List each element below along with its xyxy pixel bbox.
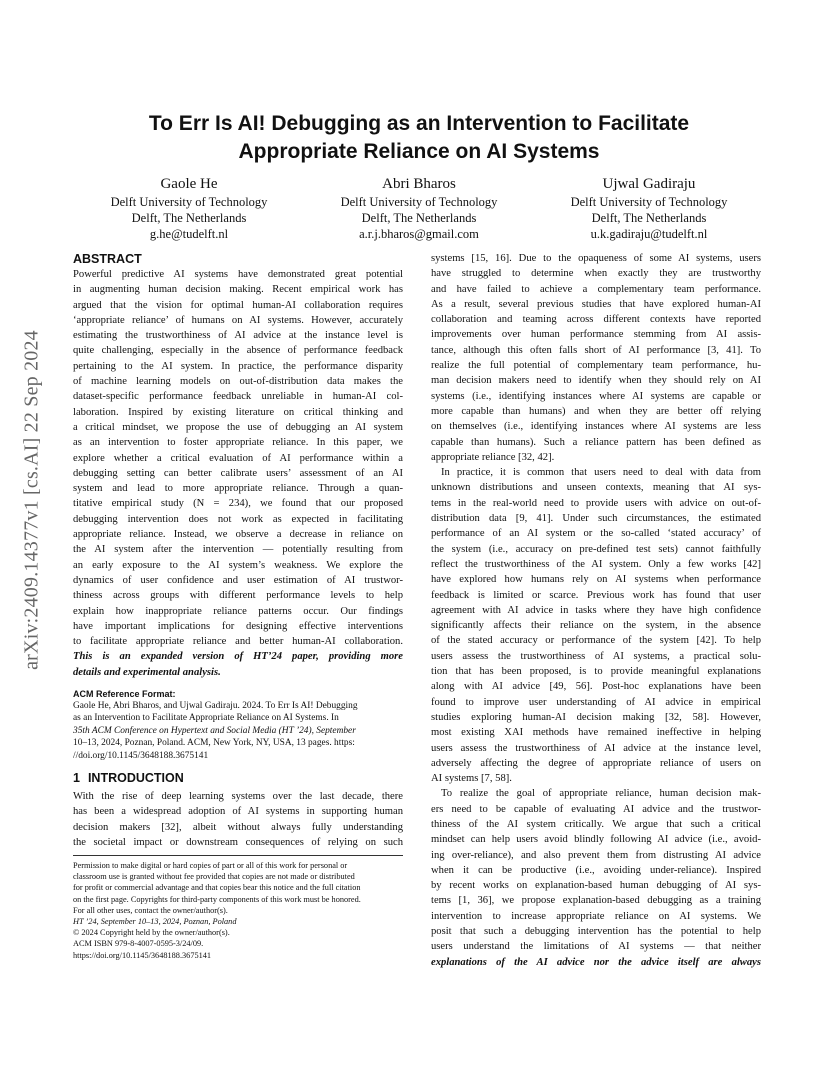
body-line: significantly affects their reliance on the system, in the absence xyxy=(431,620,761,632)
abstract-line: of machine learning models on out-of-distribution data makes the xyxy=(73,376,403,388)
body-line: To realize the goal of appropriate reliance, human decision mak- xyxy=(441,788,761,800)
abstract-line: explain how inappropriate reliance patterns occur. Our findings xyxy=(73,605,403,617)
body-line: along with AI advice [49, 56]. Post-hoc explanations have been xyxy=(431,681,761,693)
body-line: and have failed to achieve a complementary team performance. xyxy=(431,283,761,295)
paper-title xyxy=(74,110,764,166)
author-location: Delft, The Netherlands xyxy=(361,211,477,225)
footnote-line: For all other uses, contact the owner/author(s). xyxy=(73,905,228,915)
abstract-note-line: This is an expanded version of HT’24 paper, providing more xyxy=(73,651,403,663)
author-email: g.he@tudelft.nl xyxy=(149,227,229,241)
body-line: mindset can help users avoid blindly following AI advice (i.e., avoid- xyxy=(431,834,761,846)
acm-reference-line: 35th ACM Conference on Hypertext and Social Media (HT ’24), September xyxy=(73,725,356,736)
author-1 xyxy=(74,175,304,242)
abstract-line: laboration. Inspired by existing literature on critical thinking and xyxy=(73,406,403,418)
author-name: Abri Bharos xyxy=(382,176,456,192)
intro-line: With the rise of deep learning systems over the last decade, there xyxy=(73,791,403,802)
body-line: when it can be productive (i.e., avoiding under-reliance). Inspired xyxy=(431,864,761,876)
abstract-line: pertaining to the AI system. In practice, the performance disparity xyxy=(73,360,403,372)
abstract-line: debugging setting can better calibrate users’ assessment of an AI xyxy=(73,467,403,479)
abstract-line: a critical mindset, we propose the use of debugging an AI system xyxy=(73,421,403,433)
body-line: improvements over human performance stemming from AI assis- xyxy=(431,329,761,341)
footnote-line: classroom use is granted without fee provided that copies are not made or distributed xyxy=(73,872,355,882)
body-line: users assess the trustworthiness of AI advice at the instance level, xyxy=(431,742,761,754)
abstract-line: have important implications for designing effective interventions xyxy=(73,620,403,632)
body-line: tems in the real-world need to provide users with advice on out-of- xyxy=(431,497,761,509)
abstract-line: dataset-specific performance feedback unreliable in human-AI col- xyxy=(73,391,403,403)
body-line: have explored how humans rely on AI systems when performance xyxy=(431,574,761,586)
introduction-section xyxy=(73,770,403,850)
footnote-line: on the first page. Copyrights for third-party components of this work must be honored. xyxy=(73,894,361,904)
body-line: systems (i.e., identifying instances where AI systems are capable or xyxy=(431,390,761,402)
body-line: performance of an AI system or the so-called ‘stated accuracy’ of xyxy=(431,528,761,540)
author-location: Delft, The Netherlands xyxy=(591,211,707,225)
body-line: more capable than humans) and when they are better off relying xyxy=(431,405,761,417)
body-line: users understand the limitations of AI systems — that neither xyxy=(431,941,761,953)
body-line: thiness of the AI system critically. We argue that such a critical xyxy=(431,818,761,830)
intro-paragraph-1 xyxy=(431,251,761,465)
body-line: unknown distributions and unseen contexts, meaning that AI sys- xyxy=(431,482,761,494)
abstract-line: to facilitate appropriate reliance and better human-AI collaboration. xyxy=(73,636,403,648)
abstract-line: appropriate reliance. Instead, we observe a decrease in reliance on xyxy=(73,529,403,541)
body-line: the system (i.e., accuracy on pre-defined test sets) cannot faithfully xyxy=(431,543,761,555)
section-number: 1 xyxy=(73,771,80,785)
intro-paragraph-2 xyxy=(431,465,761,786)
acm-reference-line: Gaole He, Abri Bharos, and Ujwal Gadiraju. 2024. To Err Is AI! Debugging xyxy=(73,701,358,712)
footnote-line: for profit or commercial advantage and that copies bear this notice and the full citation xyxy=(73,883,361,893)
abstract-line: the AI system after the intervention — potentially resulting from xyxy=(73,544,403,556)
footnote-line: © 2024 Copyright held by the owner/author(s). xyxy=(73,928,230,938)
body-line: by recent works on explanation-based human debugging of AI sys- xyxy=(431,880,761,892)
body-line: collaboration and teaming across different contexts have reported xyxy=(431,314,761,326)
abstract-line: system and lead to more appropriate reliance. Through a quan- xyxy=(73,483,403,495)
abstract-line: debugging intervention does not work as expected in facilitating xyxy=(73,513,403,525)
footnote-doi[interactable]: https://doi.org/10.1145/3648188.3675141 xyxy=(73,950,212,960)
body-line: most existing XAI methods have remained ineffective in helping xyxy=(431,727,761,739)
abstract-line: Powerful predictive AI systems have demonstrated great potential xyxy=(73,269,403,280)
body-line: have struggled to determine when exactly they are trustworthy xyxy=(431,268,761,280)
left-column xyxy=(73,251,403,762)
body-line: realize the full potential of complementary team performance, hu- xyxy=(431,360,761,372)
abstract-line: explore whether a critical evaluation of AI performance within a xyxy=(73,452,403,464)
author-name: Gaole He xyxy=(160,176,218,192)
acm-reference-line: as an Intervention to Facilitate Appropriate Reliance on AI Systems. In xyxy=(73,713,339,724)
abstract-line: thiness across groups with different performance levels to help xyxy=(73,590,403,602)
author-name: Ujwal Gadiraju xyxy=(602,176,696,192)
body-line-emphasis: explanations of the AI advice nor the advice itself are always xyxy=(431,956,761,968)
introduction-body xyxy=(73,789,403,850)
author-block xyxy=(74,175,764,245)
abstract-line: argued that the vision for optimal human-AI collaboration requires xyxy=(73,299,403,311)
abstract-body xyxy=(73,267,403,680)
acm-reference-doi[interactable]: //doi.org/10.1145/3648188.3675141 xyxy=(73,750,209,761)
body-line: feedback is limited or scarce. Previous work has found that user xyxy=(431,589,761,601)
footnote-line: Permission to make digital or hard copies of part or all of this work for personal or xyxy=(73,861,348,870)
body-line: ers need to be capable of evaluating AI advice and the trustwor- xyxy=(431,803,761,815)
author-location: Delft, The Netherlands xyxy=(131,211,247,225)
acm-reference-heading: ACM Reference Format: xyxy=(73,689,176,700)
abstract-line: quite challenging, especially in the absence of performance feedback xyxy=(73,345,403,357)
author-2 xyxy=(304,175,534,242)
acm-reference-line: 10–13, 2024, Poznan, Poland. ACM, New York, NY, USA, 13 pages. https: xyxy=(73,738,355,749)
footnote-conference: HT ’24, September 10–13, 2024, Poznan, Poland xyxy=(73,917,237,927)
body-line: found to improve user understanding of AI advice in empirical xyxy=(431,696,761,708)
abstract-line: in augmenting human decision making. Recent empirical work has xyxy=(73,284,403,296)
acm-reference-body xyxy=(73,700,403,762)
body-line: agreement with AI advice in tasks where they have high confidence xyxy=(431,604,761,616)
footnote-line: ACM ISBN 979-8-4007-0595-3/24/09. xyxy=(73,939,204,949)
abstract-line: ‘appropriate reliance’ of humans on AI systems. However, accurately xyxy=(73,314,403,326)
abstract-line: an early exposure to the AI system’s weakness. We explore the xyxy=(73,559,403,571)
body-line: As a result, several previous studies that have explored human-AI xyxy=(431,298,761,310)
body-line: In practice, it is common that users need to deal with data from xyxy=(441,467,761,479)
body-line: tion that has been proposed, is to provide meaningful explanations xyxy=(431,666,761,678)
body-line: capable than humans). Such a reliance pattern has been defined as xyxy=(431,436,761,448)
arxiv-identifier-text: arXiv:2409.14377v1 [cs.AI] 22 Sep 2024 xyxy=(20,330,43,670)
body-line: adversely affecting the degree of appropriate reliance of users on xyxy=(431,757,761,769)
paper-title-line-2: Appropriate Reliance on AI Systems xyxy=(238,140,600,163)
author-email: u.k.gadiraju@tudelft.nl xyxy=(590,227,708,241)
abstract-heading: ABSTRACT xyxy=(73,252,142,266)
body-line: reflect the trustworthiness of the AI system. Only a few works [42] xyxy=(431,558,761,570)
abstract-line: dynamics of user confidence and user estimation of AI trustwor- xyxy=(73,574,403,586)
author-affiliation: Delft University of Technology xyxy=(340,195,498,209)
body-line: tance, although this often falls short of AI performance [3, 41]. To xyxy=(431,344,761,356)
author-affiliation: Delft University of Technology xyxy=(110,195,268,209)
abstract-line: titative empirical study (N = 234), we found that our proposed xyxy=(73,498,403,510)
section-title: INTRODUCTION xyxy=(87,771,184,785)
paper-title-line-1: To Err Is AI! Debugging as an Intervention to Facilitate xyxy=(148,112,690,135)
body-line: users assess the trustworthiness of AI systems, a practical solu- xyxy=(431,650,761,662)
right-column xyxy=(431,251,761,970)
body-line: man decision makers need to identify when they should rely on AI xyxy=(431,375,761,387)
intro-line: decision makers [32], albeit without always fully understanding xyxy=(73,821,403,833)
intro-paragraph-3 xyxy=(431,786,761,970)
author-affiliation: Delft University of Technology xyxy=(570,195,728,209)
body-line: of the stated accuracy or performance of the system [42]. To help xyxy=(431,635,761,647)
intro-line: has been a widespread adoption of AI systems in supporting human xyxy=(73,806,403,818)
abstract-note-line: details and experimental analysis. xyxy=(73,666,221,678)
body-line: posit that such a debugging intervention has the potential to help xyxy=(431,926,761,938)
copyright-footnote xyxy=(73,855,403,961)
body-line: intervention to increase appropriate reliance on AI systems. We xyxy=(431,910,761,922)
body-line: systems [15, 16]. Due to the opaqueness of some AI systems, users xyxy=(431,253,761,264)
body-line: tems [1, 36], we propose explanation-based debugging as a training xyxy=(431,895,761,907)
author-3 xyxy=(534,175,764,242)
body-line: distribution data [9, 41]. Under such circumstances, the estimated xyxy=(431,513,761,525)
body-line: ing over-reliance), and also prevent them from distrusting AI advice xyxy=(431,849,761,861)
body-line: on themselves (i.e., identifying instances where AI systems are less xyxy=(431,421,761,433)
abstract-line: as an intervention to foster appropriate reliance. In this paper, we xyxy=(73,437,403,449)
body-line: studies exploring human-AI decision making [32, 58]. However, xyxy=(431,711,761,723)
body-line: appropriate reliance [32, 42]. xyxy=(431,451,555,463)
body-line: AI systems [7, 58]. xyxy=(431,773,512,785)
intro-line: the societal impact or downstream consequences of relying on such xyxy=(73,836,403,848)
introduction-heading xyxy=(73,770,403,786)
abstract-line: estimating the trustworthiness of AI advice at the instance level is xyxy=(73,330,403,342)
arxiv-identifier-stamp xyxy=(12,300,52,700)
author-email: a.r.j.bharos@gmail.com xyxy=(359,227,479,241)
